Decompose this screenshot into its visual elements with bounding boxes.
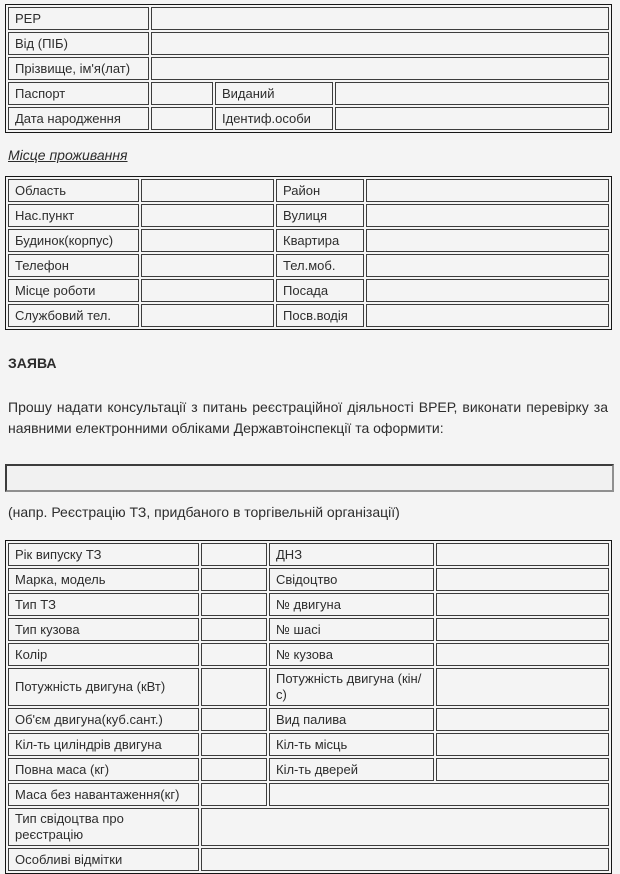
table-row	[8, 783, 609, 806]
field-label: РЕР	[8, 7, 149, 30]
table-row	[8, 733, 609, 756]
field-value	[151, 57, 609, 80]
field-label: Особливі відмітки	[8, 848, 199, 871]
field-value	[366, 179, 609, 202]
field-value	[436, 593, 609, 616]
field-label: Прізвище, ім'я(лат)	[8, 57, 149, 80]
table-row	[8, 568, 609, 591]
field-label: Кіл-ть циліндрів двигуна	[8, 733, 199, 756]
field-value	[141, 279, 274, 302]
field-value	[366, 279, 609, 302]
field-label: Будинок(корпус)	[8, 229, 139, 252]
field-value	[335, 82, 609, 105]
field-label: Тип ТЗ	[8, 593, 199, 616]
field-label: Ідентиф.особи	[215, 107, 333, 130]
field-value	[366, 204, 609, 227]
field-label: Нас.пункт	[8, 204, 139, 227]
field-value	[141, 304, 274, 327]
field-value	[201, 618, 267, 641]
applicant-table	[5, 4, 612, 133]
field-label: ДНЗ	[269, 543, 434, 566]
field-value	[201, 848, 609, 871]
field-value	[366, 254, 609, 277]
field-value	[201, 808, 609, 846]
field-value	[436, 568, 609, 591]
field-value	[201, 568, 267, 591]
field-label: Колір	[8, 643, 199, 666]
field-label: Кіл-ть дверей	[269, 758, 434, 781]
field-label: Від (ПІБ)	[8, 32, 149, 55]
table-row	[8, 543, 609, 566]
residence-heading: Місце проживання	[8, 147, 128, 163]
field-label: Вид палива	[269, 708, 434, 731]
field-value	[141, 179, 274, 202]
field-value	[151, 82, 213, 105]
field-value	[151, 7, 609, 30]
vehicle-table	[5, 540, 612, 874]
field-label: Дата народження	[8, 107, 149, 130]
field-label: № двигуна	[269, 593, 434, 616]
field-value	[141, 229, 274, 252]
application-heading: ЗАЯВА	[8, 355, 57, 371]
field-label: Тип кузова	[8, 618, 199, 641]
field-value	[436, 618, 609, 641]
field-value	[151, 107, 213, 130]
field-value	[436, 733, 609, 756]
field-label: Тип свідоцтва про реєстрацію	[8, 808, 199, 846]
field-value	[366, 304, 609, 327]
table-row	[8, 848, 609, 871]
table-row	[8, 643, 609, 666]
table-row	[8, 32, 609, 55]
field-label: Марка, модель	[8, 568, 199, 591]
field-value	[201, 593, 267, 616]
table-row	[8, 204, 609, 227]
table-row	[8, 593, 609, 616]
field-label: Службовий тел.	[8, 304, 139, 327]
field-label: № кузова	[269, 643, 434, 666]
field-value	[201, 783, 267, 806]
field-label: Посада	[276, 279, 364, 302]
residence-section	[5, 176, 615, 330]
field-label: № шасі	[269, 618, 434, 641]
field-label: Повна маса (кг)	[8, 758, 199, 781]
field-label: Місце роботи	[8, 279, 139, 302]
field-value	[201, 733, 267, 756]
field-label: Посв.водія	[276, 304, 364, 327]
field-label: Об'єм двигуна(куб.сант.)	[8, 708, 199, 731]
field-value	[141, 204, 274, 227]
field-value	[436, 758, 609, 781]
field-value	[201, 668, 267, 706]
field-value	[151, 32, 609, 55]
field-label: Маса без навантаження(кг)	[8, 783, 199, 806]
table-row	[8, 304, 609, 327]
field-value	[141, 254, 274, 277]
vehicle-section	[5, 540, 615, 874]
field-label: Рік випуску ТЗ	[8, 543, 199, 566]
request-input[interactable]	[5, 464, 614, 492]
field-value	[201, 758, 267, 781]
field-value	[269, 783, 609, 806]
field-label: Свідоцтво	[269, 568, 434, 591]
field-label: Вулиця	[276, 204, 364, 227]
table-row	[8, 708, 609, 731]
field-label: Потужність двигуна (кВт)	[8, 668, 199, 706]
field-label: Виданий	[215, 82, 333, 105]
field-value	[436, 708, 609, 731]
applicant-section	[5, 4, 615, 133]
residence-table	[5, 176, 612, 330]
table-row	[8, 107, 609, 130]
table-row	[8, 279, 609, 302]
field-value	[201, 708, 267, 731]
field-label: Потужність двигуна (кін/с)	[269, 668, 434, 706]
field-label: Квартира	[276, 229, 364, 252]
field-label: Телефон	[8, 254, 139, 277]
field-value	[436, 668, 609, 706]
table-row	[8, 57, 609, 80]
field-value	[366, 229, 609, 252]
field-label: Район	[276, 179, 364, 202]
table-row	[8, 229, 609, 252]
field-label: Тел.моб.	[276, 254, 364, 277]
table-row	[8, 254, 609, 277]
table-row	[8, 808, 609, 846]
table-row	[8, 668, 609, 706]
table-row	[8, 179, 609, 202]
request-hint: (напр. Реєстрацію ТЗ, придбаного в торгівельній організації)	[8, 504, 400, 520]
field-value	[335, 107, 609, 130]
table-row	[8, 618, 609, 641]
field-value	[436, 543, 609, 566]
field-value	[436, 643, 609, 666]
table-row	[8, 82, 609, 105]
table-row	[8, 758, 609, 781]
field-label: Кіл-ть місць	[269, 733, 434, 756]
field-value	[201, 643, 267, 666]
table-row	[8, 7, 609, 30]
field-label: Паспорт	[8, 82, 149, 105]
field-value	[201, 543, 267, 566]
field-label: Область	[8, 179, 139, 202]
request-text: Прошу надати консультації з питань реєстраційної діяльності ВРЕР, виконати перевірку за наявними електронними обліками Державтоінспекції та оформити:	[8, 399, 608, 436]
